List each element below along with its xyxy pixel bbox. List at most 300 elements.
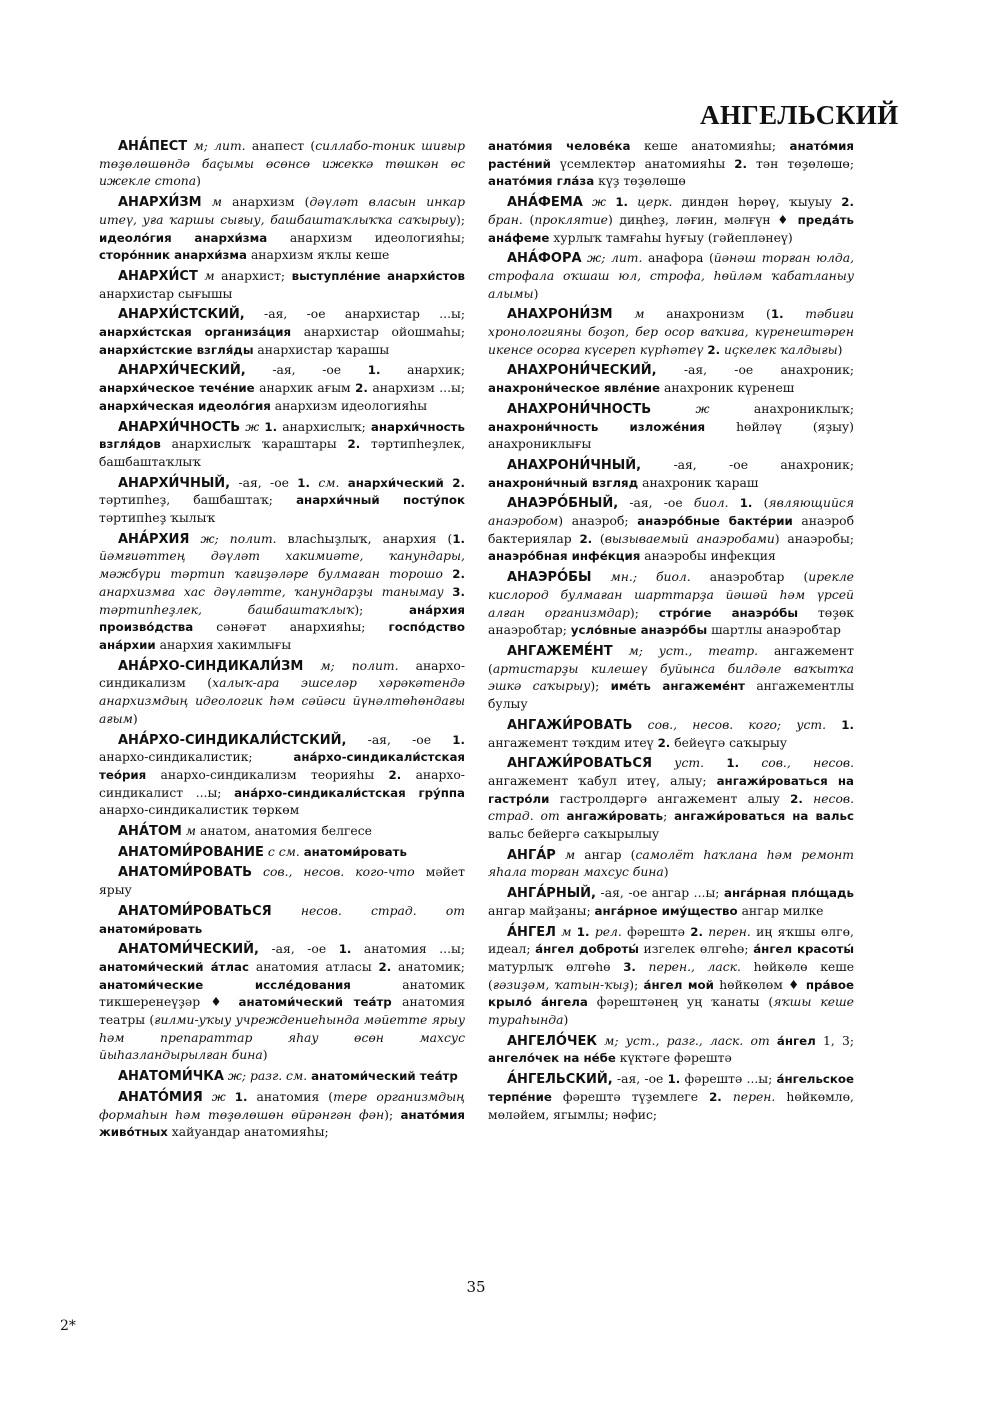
bold-phrase: анатоми́ческий теа́тр [311, 1069, 458, 1084]
dictionary-entry [488, 138, 854, 191]
dictionary-entry [99, 419, 465, 472]
definition-text: -ая, -ое анархистар ...ы; [244, 307, 465, 322]
definition-text: анафора ( [642, 251, 714, 266]
dictionary-entry [488, 569, 854, 640]
definition-text: гастролдәргә ангажемент алыу [549, 791, 791, 806]
definition-text: тәртипһеҙлек, башбаштаҡлыҡ [99, 437, 465, 469]
grammar-note: тәртипһеҙлек, башбаштаҡлыҡ [99, 602, 355, 617]
bold-phrase: 1. [297, 475, 310, 490]
dictionary-entry [488, 924, 854, 1030]
definition-text: ( [592, 531, 605, 546]
bold-phrase: усло́вные анаэро́бы [570, 623, 708, 638]
bold-phrase: пра́вое крыло́ а́нгела [488, 977, 854, 1010]
bold-phrase: 1. [452, 732, 465, 747]
grammar-note: самолёт һаҡлана һәм ремонт яһала торған махсус бина [488, 847, 854, 880]
grammar-note: бран. [488, 212, 523, 227]
definition-text: ; [663, 809, 675, 824]
definition-text: фәрештә [621, 924, 691, 939]
bold-phrase: 1. [452, 531, 466, 546]
definition-text: ( [522, 212, 535, 227]
definition-text [729, 496, 740, 510]
definition-text: ); [456, 212, 465, 227]
definition-text: анархистар ойошмаһы; [291, 325, 465, 340]
bold-phrase: а́нгельское терпе́ние [488, 1072, 855, 1104]
grammar-note: церк. [628, 195, 673, 210]
definition-text: бейеүгә саҡырыу [670, 735, 788, 750]
definition-text: ангажемент ҡабул итеү, алыу; [488, 773, 717, 788]
definition-text: ) [196, 174, 201, 189]
dictionary-entry [99, 362, 465, 415]
bold-phrase: 3. [623, 959, 636, 974]
definition-text: төҙөк анаэробтар; [488, 605, 854, 638]
grammar-note: иҫкелек ҡалдығы [720, 342, 838, 357]
definition-text: анархизм ...ы; [367, 381, 465, 396]
bold-phrase: анархи́чность взгля́дов [99, 419, 465, 452]
bold-phrase: анато́мия челове́ка [488, 139, 631, 153]
headword: АНАХРОНИ́ЧНЫЙ, [507, 457, 642, 473]
grammar-note: м [612, 307, 645, 322]
dictionary-entry [99, 268, 465, 303]
definition-text: -ая, -ое анахроник; [656, 363, 854, 378]
grammar-note: ж; лит. [581, 251, 643, 266]
definition-text: анатом, анатомия белгесе [196, 824, 372, 839]
bold-phrase: а́нгел красоты́ [753, 942, 854, 957]
bold-phrase: анатоми́ческие иссле́дования [99, 977, 351, 992]
bold-phrase: анархи́ческая идеоло́гия [99, 398, 271, 413]
definition-text: анаэробтар ( [690, 570, 809, 585]
dictionary-entry [488, 1071, 854, 1124]
definition-text: -ая, -ое [612, 1072, 668, 1087]
bold-phrase: 1. [667, 1072, 681, 1087]
dictionary-entry [488, 306, 854, 359]
definition-text: -ая, -ое [346, 732, 453, 747]
dictionary-entry [99, 1068, 465, 1086]
headword: АНАХРОНИ́ЧЕСКИЙ, [507, 363, 657, 379]
headword: АНАТОМИ́РОВАТЬСЯ [118, 903, 272, 919]
grammar-note: яҡшы кеше тураһында [488, 995, 854, 1028]
bold-phrase: а́нгел [776, 1033, 816, 1048]
dictionary-entry [488, 847, 854, 882]
bold-phrase: 1. [739, 496, 753, 511]
dictionary-entry [488, 362, 854, 397]
bold-phrase: анаэро́бная инфе́кция [488, 549, 641, 564]
headword: АНАХРОНИ́ЗМ [507, 307, 613, 323]
definition-text: анахроник ҡараш [638, 475, 759, 490]
bold-phrase: а́нгел доброты́ [535, 942, 639, 957]
definition-text: анархизм идеологияһы; [267, 230, 465, 245]
definition-text: ангар ( [575, 847, 636, 862]
headword: АНА́РХО-СИНДИКАЛИ́ЗМ [118, 658, 304, 674]
definition-text: ); [354, 602, 410, 617]
headword: АНАТОМИ́ЧЕСКИЙ, [118, 942, 259, 958]
grammar-note: м; лит. [187, 139, 246, 153]
dictionary-entry [488, 717, 854, 752]
definition-text: ) [262, 1048, 268, 1063]
dictionary-column-right [488, 138, 854, 1127]
page-number: 35 [466, 1278, 486, 1296]
bold-phrase: 2. [707, 342, 721, 357]
headword: АНГАЖЕМЕ́НТ [507, 643, 613, 659]
bold-phrase: име́ть ангажеме́нт [610, 679, 745, 694]
grammar-note: мн.; биол. [591, 570, 691, 585]
definition-text: анархо-синдикализм ( [99, 658, 465, 691]
headword: АНА́РХИЯ [118, 531, 190, 547]
definition-text: һөйкөлөм ♦ [713, 977, 806, 992]
grammar-note: м; уст., театр. [612, 643, 759, 658]
definition-text: анаэроб бактериялар [488, 514, 855, 546]
grammar-note: м [201, 195, 222, 210]
bold-phrase: ангажи́ровать [566, 809, 664, 824]
definition-text [339, 476, 347, 490]
definition-text: вальс бейергә саҡырылыу [488, 827, 660, 842]
headword: АНАРХИ́ЗМ [118, 195, 202, 211]
bold-phrase: анато́мия расте́ний [488, 139, 854, 171]
bold-phrase: 2. [734, 156, 747, 171]
bold-phrase: 1. [576, 924, 590, 939]
definition-text: анахронизм ( [644, 307, 771, 322]
definition-text: һөйкөмлө, мөләйем, ягымлы; нәфис; [488, 1089, 854, 1122]
bold-phrase: анга́рная пло́щадь [724, 886, 854, 901]
grammar-note: ж [582, 195, 607, 210]
headword: АНАХРОНИ́ЧНОСТЬ [507, 401, 652, 417]
bold-phrase: анатоми́ровать [303, 844, 407, 859]
definition-text: анархизм ( [221, 195, 310, 210]
definition-text: тәртипһеҙ, башбаштаҡ; [99, 493, 297, 508]
headword: АНА́ФОРА [507, 251, 582, 267]
bold-phrase: госпо́дство ана́рхии [99, 620, 465, 652]
bold-phrase: 2. [347, 437, 361, 452]
grammar-note: сов., несов. [739, 756, 854, 771]
dictionary-entry [488, 457, 854, 492]
definition-text: изгелек өлгөһө; [638, 942, 754, 957]
definition-text: ); [384, 1107, 401, 1122]
bold-phrase: 3. [452, 584, 465, 599]
headword: АНАЭРО́БНЫЙ, [507, 496, 619, 512]
dictionary-entry [488, 1033, 854, 1068]
grammar-note: ж; разг. см. [223, 1069, 308, 1084]
bold-phrase: анатоми́ческий а́тлас [99, 959, 249, 974]
definition-text: мәйет ярыу [99, 865, 465, 898]
dictionary-entry [99, 658, 465, 729]
grammar-note: дәүләт власын инкар итеү, уға ҡаршы сығыу, башбаштаҡлыҡҡа саҡырыу [99, 195, 465, 227]
definition-text: иң яҡшы өлгө, идеал; [488, 924, 854, 957]
bold-phrase: ангажи́роваться на вальс [674, 809, 854, 824]
grammar-note: анархизмға хас дәүләтте, ҡанундарҙы танымау [99, 584, 453, 599]
grammar-note: м; уст., разг., ласк. от [596, 1033, 770, 1048]
headword: АНАРХИ́ЧНЫЙ, [118, 475, 231, 491]
grammar-note: являющийся анаэробом [488, 496, 854, 529]
bold-phrase: анахрони́ческое явле́ние [488, 381, 661, 396]
bold-phrase: 2. [841, 195, 854, 210]
grammar-note: силлабо-тоник шиғыр төҙөлөшөндә баҫымы өсөнсө ижеккә төшкән өс ижекле стопа [99, 139, 465, 189]
bold-phrase: ана́рхо-синдикали́стская тео́рия [99, 750, 465, 782]
dictionary-entry [488, 755, 854, 844]
bold-phrase: анато́мия живо́тных [99, 1107, 465, 1140]
grammar-note: перен. [702, 924, 751, 939]
headword: АНАРХИ́ЧНОСТЬ [118, 419, 241, 435]
definition-text: фәрештә ...ы; [680, 1072, 777, 1087]
definition-text: күҙ төҙөлөшө [594, 174, 686, 189]
grammar-note: сов., несов. кого; уст. [632, 717, 827, 732]
definition-text: анархистар сығышы [99, 286, 233, 301]
definition-text: ангажементлы булыу [488, 679, 855, 712]
grammar-note: тере организмдың формаһын һәм төҙөлөшөн өйрәнгән фән [99, 1089, 465, 1122]
definition-text: ) анаэроб; [558, 514, 638, 529]
grammar-note: перен. [721, 1089, 776, 1104]
grammar-note: см. [309, 475, 340, 490]
bold-phrase: 1. [615, 195, 629, 210]
grammar-note: ғилми-уҡыу учреждениеһында мәйетте ярыу һәм препараттар яһау өсөн махсус йыһазландырылған бина [99, 1013, 465, 1063]
bold-phrase: 2. [790, 791, 803, 806]
dictionary-entry [99, 903, 465, 938]
bold-phrase: ангажи́роваться на гастро́ли [488, 773, 854, 806]
bold-phrase: 1. [726, 756, 740, 771]
bold-phrase: анархи́ческий 2. [347, 475, 465, 490]
grammar-note: артистарҙы килешеү буйынса билдәле ваҡытҡа эшкә саҡырыу [488, 661, 854, 694]
definition-text: үсемлектәр анатомияһы [550, 156, 735, 171]
bold-phrase: анатоми́ческий теа́тр [238, 995, 392, 1010]
definition-text: ангар милке [737, 903, 824, 918]
definition-text: -ая, -ое [618, 496, 694, 511]
definition-text: анархислыҡ; [277, 419, 371, 434]
definition-text: тәртипһеҙ ҡылыҡ [99, 511, 216, 526]
bold-phrase: 1. [841, 717, 854, 732]
definition-text: анархистар ҡарашы [253, 342, 390, 357]
definition-text: тән төҙөлөшө; [746, 156, 854, 171]
headword: АНГЕЛО́ЧЕК [507, 1033, 597, 1049]
bold-phrase: сторо́нник анархи́зма [99, 248, 248, 263]
headword: АНА́ПЕСТ [118, 139, 188, 154]
definition-text: анархо-синдикалистик; [99, 750, 294, 765]
dictionary-entry [99, 941, 465, 1065]
definition-text: ) [533, 286, 539, 301]
definition-text: власһыҙлыҡ, анархия ( [276, 531, 453, 546]
headword: АНА́ТОМ [118, 824, 182, 840]
bold-phrase: 2. [690, 924, 703, 939]
definition-text: анатомия ...ы; [351, 942, 465, 957]
grammar-note: халыҡ-ара эшселәр хәрәкәтендә анархизмдың идеологик һәм сәйәси йүнәлтөһөндағы ағым [99, 676, 465, 726]
bold-phrase: анархи́стские взгля́ды [99, 342, 254, 357]
bold-phrase: анахрони́чный взгляд [488, 475, 639, 490]
dictionary-entry [488, 495, 854, 566]
definition-text: анатомик; [391, 959, 465, 974]
bold-phrase: 2. [452, 567, 465, 582]
definition-text: ) [663, 865, 669, 880]
definition-text: анархик ағым [254, 381, 356, 396]
headword: АНАРХИ́СТ [118, 268, 198, 284]
bold-phrase: выступле́ние анархи́стов [291, 268, 465, 283]
grammar-note: м [555, 924, 572, 939]
dictionary-entry [488, 885, 854, 920]
definition-text: анархизм идеологияһы [270, 398, 428, 413]
dictionary-entry [99, 823, 465, 841]
dictionary-entry [99, 732, 465, 821]
definition-text: ангажемент тәҡдим итеү [488, 735, 658, 750]
bold-phrase: 2. [657, 735, 671, 750]
bold-phrase: 2. [378, 959, 392, 974]
headword: АНАТО́МИЯ [118, 1089, 203, 1105]
bold-phrase: преда́ть ана́феме [488, 212, 854, 245]
grammar-note: тәбиғи хронологияны боҙоп, бер осор ваҡиға, күренештәрен икенсе осорға күсереп күрһәтеү [488, 307, 854, 357]
definition-text: ); [629, 977, 644, 992]
headword: АНАРХИ́ЧЕСКИЙ, [118, 363, 246, 379]
headword: АНГАЖИ́РОВАТЬСЯ [507, 756, 652, 772]
definition-text [606, 195, 615, 209]
headword: АНГА́РНЫЙ, [507, 886, 596, 902]
definition-text: хурлыҡ тамғаһы һуғыу (гәйепләнеү) [549, 230, 793, 245]
definition-text: анархо-синдикалистик төркөм [99, 803, 300, 818]
dictionary-entry [99, 138, 465, 191]
bold-phrase: идеоло́гия анархи́зма [99, 230, 268, 245]
grammar-note: м [181, 824, 197, 839]
grammar-note: ж [240, 419, 260, 434]
bold-phrase: 1. [367, 363, 381, 378]
definition-text: диндән һөрөү, ҡыуыу [672, 195, 842, 210]
grammar-note: йәнәш торған юлда, строфала оҡшаш юл, строфа, һөйләм ҡабатланыу алымы [488, 251, 854, 301]
grammar-note: м; полит. [303, 658, 399, 673]
definition-text: -ая, -ое [245, 363, 368, 378]
dictionary-entry [488, 643, 854, 714]
grammar-note: иреклe кислород булмаған шарттарҙа йәшәй һәм үрсей алған организмдар [488, 570, 854, 620]
grammar-note: ж [651, 401, 710, 416]
definition-text: шартлы анаэробтар [707, 623, 841, 638]
grammar-note: рел. [589, 924, 622, 939]
dictionary-entry [488, 194, 854, 247]
dictionary-entry [99, 194, 465, 265]
bold-phrase: анга́рное иму́щество [594, 903, 738, 918]
headword: АНАЭРО́БЫ [507, 570, 592, 586]
definition-text: ); [629, 605, 659, 620]
definition-text: ); [590, 679, 611, 694]
definition-text: анахроник күренеш [660, 381, 795, 396]
definition-text: ) [837, 342, 843, 357]
definition-text: фәрештәнең уң ҡанаты ( [587, 995, 774, 1010]
definition-text: анатомия театры ( [99, 995, 465, 1028]
headword: АНА́ФЕМА [507, 195, 583, 211]
definition-text: анатомия ( [247, 1089, 334, 1104]
bold-phrase: 1. [234, 1089, 248, 1104]
definition-text [704, 756, 726, 770]
definition-text: анархия хакимлығы [155, 637, 292, 652]
grammar-note: м [197, 268, 215, 283]
dictionary-column-left [99, 138, 465, 1145]
headword: АНАТОМИ́РОВАТЬ [118, 865, 253, 881]
definition-text: анатомик тикшеренеүҙәр ♦ [99, 977, 465, 1010]
grammar-note: сов., несов. кого-что [252, 865, 415, 880]
bold-phrase: 2. [579, 531, 593, 546]
running-head: АНГЕЛЬСКИЙ [700, 100, 899, 130]
definition-text: анархо-синдикалист ...ы; [99, 767, 465, 800]
grammar-note: вызываемый анаэробами [604, 531, 775, 546]
headword: А́НГЕЛЬСКИЙ, [507, 1072, 613, 1088]
grammar-note: уст. [651, 756, 705, 771]
bold-phrase: 2. [388, 767, 402, 782]
definition-text: анахрониклыҡ; [709, 401, 854, 416]
definition-text: -ая, -ое анахроник; [641, 457, 854, 472]
printer-signature: 2* [60, 1318, 76, 1334]
bold-phrase: анатоми́ровать [99, 921, 203, 936]
definition-text [826, 718, 841, 732]
bold-phrase: а́нгел мой [643, 977, 714, 992]
definition-text: хайуандар анатомияһы; [167, 1125, 329, 1140]
bold-phrase: анархи́ческое тече́ние [99, 381, 255, 396]
bold-phrase: стро́гие анаэро́бы [658, 605, 799, 620]
headword: АНАТОМИ́ЧКА [118, 1069, 224, 1085]
grammar-note: несов. страд. от [271, 903, 465, 918]
grammar-note: ж; полит. [189, 531, 277, 546]
bold-phrase: анархи́стская организа́ция [99, 325, 292, 340]
bold-phrase: анаэро́бные бакте́рии [637, 514, 793, 529]
dictionary-entry [99, 531, 465, 655]
definition-text: ) [132, 711, 138, 726]
grammar-note: йәмғиәттең дәүләт хакимиәте, ҡанундары, мәжбүри тәртип ҡағиҙәләре булмаған торошо [99, 549, 465, 582]
definition-text: анатомия атласы [248, 959, 379, 974]
grammar-note: перен., ласк. [635, 959, 741, 974]
definition-text: ) анаэробы; [774, 531, 854, 546]
bold-phrase: ана́рхия произво́дства [99, 602, 465, 635]
grammar-note: несов. страд. от [488, 791, 854, 824]
dictionary-entry [99, 844, 465, 862]
dictionary-entry [488, 250, 854, 303]
definition-text: ангажемент ( [488, 643, 854, 676]
bold-phrase: анахрони́чность изложе́ния [488, 419, 706, 434]
dictionary-entry [99, 475, 465, 528]
definition-text: ) [563, 1013, 569, 1028]
definition-text [226, 1090, 235, 1104]
definition-text: анархизм яҡлы кеше [247, 248, 390, 263]
definition-text: сәнәғәт анархияһы; [193, 620, 389, 635]
bold-phrase: 1. [338, 942, 352, 957]
dictionary-entry [99, 864, 465, 899]
bold-phrase: анархи́чный посту́пок [296, 493, 465, 508]
definition-text: һөйкөлө кеше ( [488, 959, 854, 992]
headword: А́НГЕЛ [507, 924, 556, 940]
definition-text: анапест ( [245, 139, 316, 153]
grammar-note: ғәзиҙәм, ҡатын-ҡыҙ [492, 977, 630, 992]
grammar-note: биол. [693, 496, 729, 511]
definition-text: 1, 3; [815, 1033, 854, 1048]
bold-phrase: ангело́чек на не́бе [488, 1051, 616, 1066]
dictionary-entry [99, 306, 465, 359]
grammar-note: ж [202, 1089, 226, 1104]
dictionary-entry [99, 1089, 465, 1142]
definition-text: -ая, -ое ангар ...ы; [595, 886, 724, 901]
definition-text [560, 809, 567, 823]
definition-text: анархо-синдикализм теорияһы [146, 767, 389, 782]
definition-text: кеше анатомияһы; [630, 139, 790, 153]
headword: АНГА́Р [507, 847, 556, 863]
definition-text: күктәге фәрештә [615, 1051, 732, 1066]
definition-text [770, 1034, 777, 1048]
dictionary-entry [488, 401, 854, 454]
headword: АНАРХИ́СТСКИЙ, [118, 307, 245, 323]
bold-phrase: 2. [355, 381, 368, 396]
definition-text: анархислыҡ ҡараштары [160, 437, 348, 452]
bold-phrase: 1. [770, 307, 784, 322]
headword: АНАТОМИ́РОВАНИЕ [118, 844, 264, 860]
headword: АНА́РХО-СИНДИКАЛИ́СТСКИЙ, [118, 732, 347, 748]
definition-text: ( [752, 496, 769, 511]
definition-text: анархик; [380, 363, 465, 378]
bold-phrase: 2. [709, 1089, 722, 1104]
bold-phrase: анато́мия гла́за [488, 174, 595, 189]
grammar-note: с см. [263, 844, 300, 859]
definition-text: анархист; [214, 268, 292, 283]
headword: АНГАЖИ́РОВАТЬ [507, 717, 633, 733]
definition-text: ангар майҙаны; [488, 903, 595, 918]
definition-text: ) диңһеҙ, ләғин, мәлғүн ♦ [607, 212, 798, 227]
definition-text: матурлыҡ өлгөһө [488, 959, 624, 974]
